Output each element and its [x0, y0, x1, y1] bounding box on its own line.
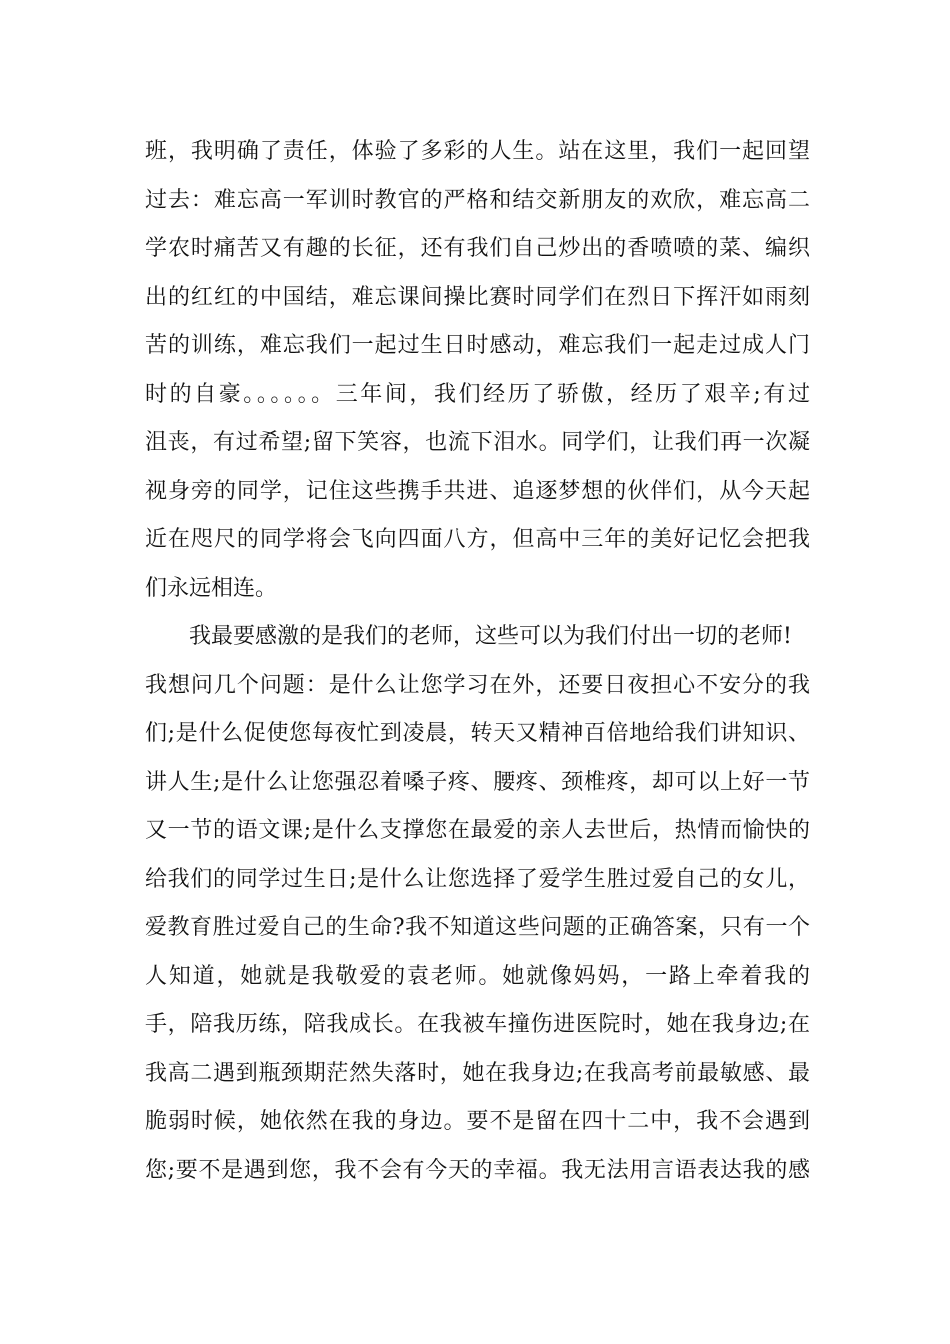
text-line: 近在咫尺的同学将会飞向四面八方，但高中三年的美好记忆会把我 — [145, 527, 810, 552]
text-line: 班，我明确了责任，体验了多彩的人生。站在这里，我们一起回望 — [145, 139, 810, 164]
body-text — [145, 128, 810, 1195]
text-line: 们永远相连。 — [145, 575, 278, 601]
text-line: 苦的训练，难忘我们一起过生日时感动，难忘我们一起走过成人门 — [145, 333, 810, 358]
text-line: 过去：难忘高一军训时教官的严格和结交新朋友的欢欣，难忘高二 — [145, 187, 810, 213]
text-line: 我最要感激的是我们的老师，这些可以为我们付出一切的老师! — [145, 624, 792, 649]
text-line: 学农时痛苦又有趣的长征，还有我们自己炒出的香喷喷的菜、编织 — [145, 236, 810, 261]
text-line: 们;是什么促使您每夜忙到凌晨，转天又精神百倍地给我们讲知识、 — [145, 721, 810, 746]
text-line: 手，陪我历练，陪我成长。在我被车撞伤进医院时，她在我身边;在 — [145, 1012, 810, 1037]
text-line: 时的自豪。。。。。。三年间，我们经历了骄傲，经历了艰辛;有过 — [145, 381, 810, 407]
text-line: 我高二遇到瓶颈期茫然失落时，她在我身边;在我高考前最敏感、最 — [145, 1060, 810, 1086]
text-line: 爱教育胜过爱自己的生命?我不知道这些问题的正确答案，只有一个 — [145, 915, 810, 940]
text-line: 出的红红的中国结，难忘课间操比赛时同学们在烈日下挥汗如雨刻 — [145, 284, 810, 310]
text-line: 您;要不是遇到您，我不会有今天的幸福。我无法用言语表达我的感 — [145, 1157, 810, 1183]
text-line: 又一节的语文课;是什么支撑您在最爱的亲人去世后，热情而愉快的 — [145, 818, 810, 843]
text-line: 我想问几个问题：是什么让您学习在外，还要日夜担心不安分的我 — [145, 672, 810, 698]
text-line: 视身旁的同学，记住这些携手共进、追逐梦想的伙伴们，从今天起 — [145, 478, 810, 504]
text-line: 人知道，她就是我敬爱的袁老师。她就像妈妈，一路上牵着我的 — [145, 963, 810, 989]
text-line: 沮丧，有过希望;留下笑容，也流下泪水。同学们，让我们再一次凝 — [145, 430, 810, 455]
text-line: 脆弱时候，她依然在我的身边。要不是留在四十二中，我不会遇到 — [145, 1109, 810, 1134]
text-line: 讲人生;是什么让您强忍着嗓子疼、腰疼、颈椎疼，却可以上好一节 — [145, 769, 810, 795]
text-line: 给我们的同学过生日;是什么让您选择了爱学生胜过爱自己的女儿， — [145, 866, 810, 892]
